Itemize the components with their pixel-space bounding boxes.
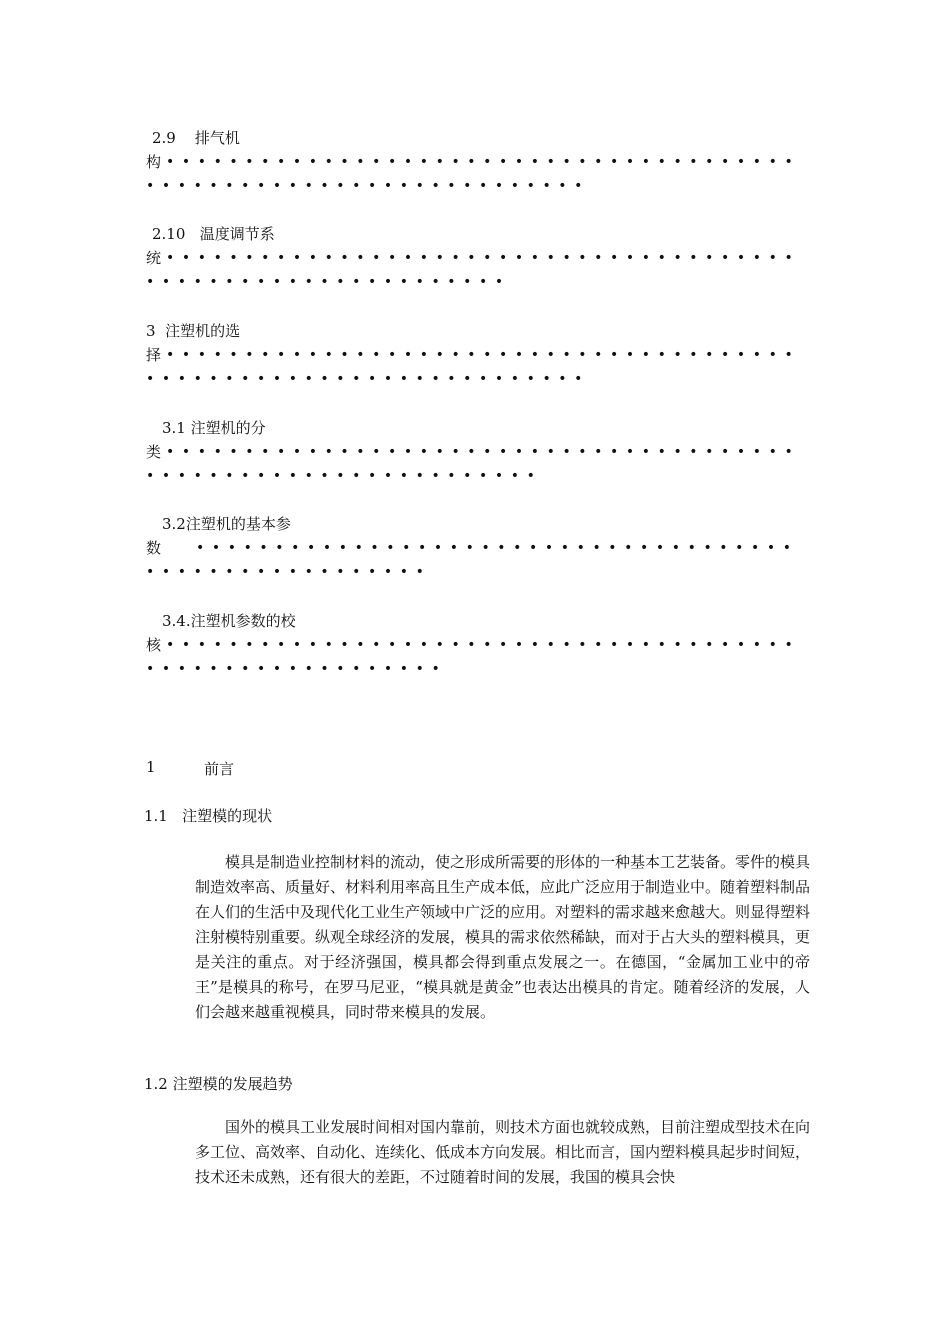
toc-title-tail: 择	[146, 346, 162, 364]
toc-title-tail: 构	[146, 153, 162, 171]
toc-dot-leader: •••••••••••••••••••••••••	[146, 468, 543, 484]
toc-title: 2.10 温度调节系	[152, 225, 275, 243]
paragraph-text: 国外的模具工业发展时间相对国内靠前，则技术方面也就较成熟，目前注塑成型技术在向多工位、高效率、自动化、连续化、低成本方向发展。相比而言，国内塑料模具起步时间短，技术还未成熟，还有很大的差距，不过随着时间的发展，我国的模具会快	[195, 1118, 811, 1186]
toc-title: 3.2注塑机的基本参	[162, 515, 291, 533]
section-number: 1	[146, 758, 156, 776]
section-title: 前言	[204, 760, 235, 778]
subsection-title: 1.2 注塑模的发展趋势	[144, 1075, 293, 1093]
toc-title: 2.9 排气机	[152, 129, 240, 147]
toc-title: 3 注塑机的选	[146, 322, 241, 340]
toc-dot-leader: ••••••••••••••••••••••••••••••••••••••••	[166, 250, 801, 266]
toc-leader-line	[146, 634, 806, 677]
toc-dot-leader: •••••••••••••••••••••••	[146, 274, 511, 290]
subsection-title: 1.1 注塑模的现状	[144, 807, 273, 825]
toc-dot-leader: ••••••••••••••••••••••••••••••••••••••••	[166, 637, 801, 653]
toc-leader-line	[146, 441, 806, 484]
toc-title: 3.4.注塑机参数的校	[162, 612, 296, 630]
toc-title-tail: 核	[146, 636, 162, 654]
toc-title-tail: 统	[146, 249, 162, 267]
toc-dot-leader: •••••••••••••••••••	[146, 661, 448, 677]
toc-title-tail: 数	[146, 539, 162, 557]
body-paragraph	[195, 850, 810, 1025]
body-paragraph	[195, 1115, 810, 1190]
toc-dot-leader: ••••••••••••••••••	[146, 564, 432, 580]
paragraph-text: 模具是制造业控制材料的流动，使之形成所需要的形体的一种基本工艺装备。零件的模具制造效率高、质量好、材料利用率高且生产成本低，应此广泛应用于制造业中。随着塑料制品在人们的生活中及现代化工业生产领域中广泛的应用。对塑料的需求越来愈越大。则显得塑料注射模特别重要。纵观全球经济的发展，模具的需求依然稀缺，而对于占大头的塑料模具，更是关注的重点。对于经济强国，模具都会得到重点发展之一。在德国，“金属加工业中的帝王”是模具的称号，在罗马尼亚，“模具就是黄金”也表达出模具的肯定。随着经济的发展，人们会越来越重视模具，同时带来模具的发展。	[195, 853, 811, 1021]
toc-dot-leader: ••••••••••••••••••••••••••••••••••••••••	[166, 154, 801, 170]
toc-title-tail: 类	[146, 443, 162, 461]
toc-leader-line	[146, 151, 806, 194]
toc-leader-line	[146, 344, 806, 387]
toc-title: 3.1 注塑机的分	[162, 419, 266, 437]
toc-leader-line	[146, 537, 806, 580]
toc-dot-leader: ••••••••••••••••••••••••••••	[146, 371, 591, 387]
toc-dot-leader: ••••••••••••••••••••••••••••	[146, 178, 591, 194]
toc-dot-leader: ••••••••••••••••••••••••••••••••••••••••	[166, 347, 801, 363]
toc-dot-leader: ••••••••••••••••••••••••••••••••••••••	[196, 540, 799, 556]
toc-dot-leader: ••••••••••••••••••••••••••••••••••••••••	[166, 444, 801, 460]
toc-leader-line	[146, 247, 806, 290]
